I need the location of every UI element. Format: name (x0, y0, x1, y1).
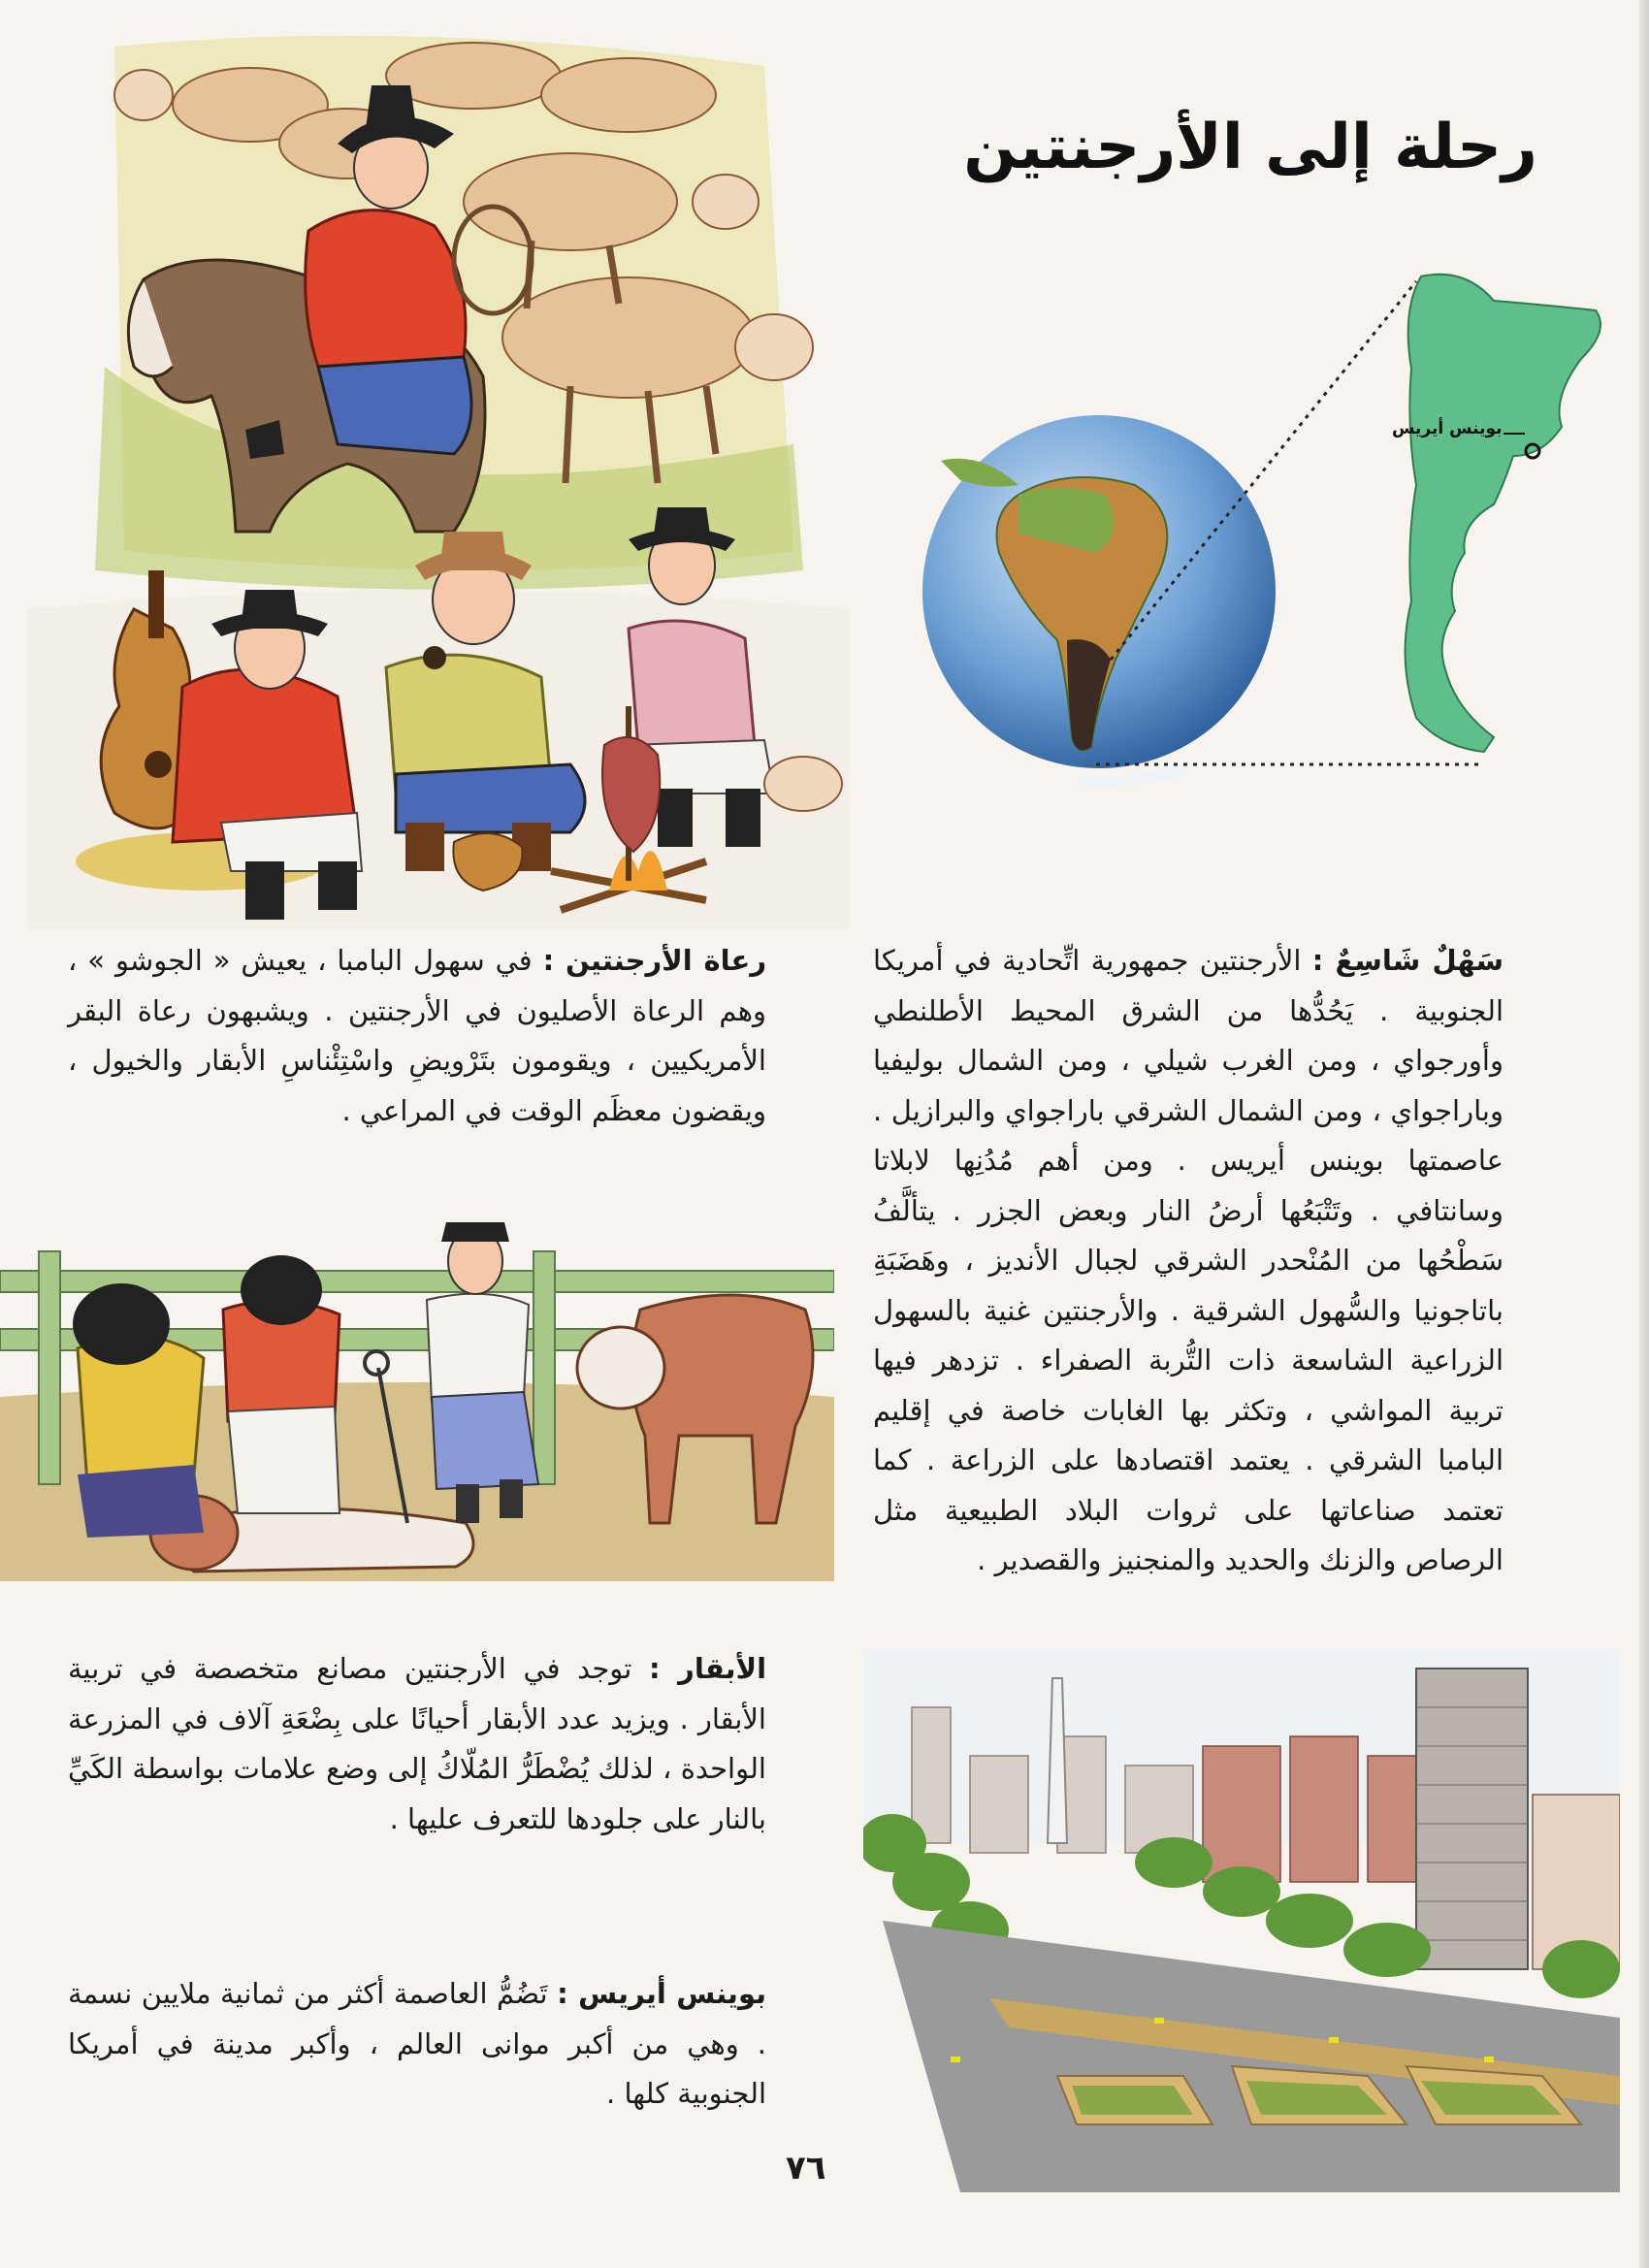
globe-map-illustration (873, 252, 1610, 834)
gauchos-illustration (27, 27, 850, 929)
plain-heading: سَهْلٌ شَاسِعٌ : (1311, 944, 1504, 977)
capital-paragraph (68, 1969, 766, 2120)
gauchos-body: في سهول البامبا ، يعيش « الجوشو » ، وهم الرعاة الأصليون في الأرجنتين . ويشبهون رعاة البقر الأمريكيين ، ويقومون بتَرْويضِ واسْتِئْناسِ الأبقار والخيول ، ويقضون معظَم الوقت في المراعي . (68, 944, 766, 1127)
capital-heading: بوينس أيريس : (557, 1977, 767, 2010)
page-edge (1639, 0, 1649, 2268)
capital-body: تَضُمُّ العاصمة أكثر من ثمانية ملايين نسمة . وهي من أكبر موانى العالم ، وأكبر مدينة في أمريكا الجنوبية كلها . (68, 1977, 766, 2110)
plain-paragraph (873, 936, 1504, 1586)
gauchos-heading: رعاة الأرجنتين : (542, 944, 767, 977)
buenos-aires-illustration (863, 1649, 1620, 2192)
branding-illustration (0, 1203, 834, 1581)
argentina-map (1406, 275, 1600, 752)
map-city-label: بوينس أيريس (1392, 419, 1503, 438)
page-number: ٧٦ (786, 2149, 826, 2187)
cattle-paragraph (68, 1644, 766, 1844)
cattle-body: توجد في الأرجنتين مصانع متخصصة في تربية الأبقار . ويزيد عدد الأبقار أحيانًا على بِضْعَةِ آلاف في المزرعة الواحدة ، لذلك يُضْطَرُّ المُلّاكُ إلى وضع علامات بواسطة الكَيِّ بالنار على جلودها للتعرف عليها . (68, 1652, 766, 1835)
cattle-heading: الأبقار : (649, 1652, 767, 1685)
page-title: رحلة إلى الأرجنتين (963, 112, 1537, 183)
plain-body: الأرجنتين جمهورية اتِّحادية في أمريكا الجنوبية . يَحُدُّها من الشرق المحيط الأطلنطي وأورجواي ، ومن الغرب شيلي ، ومن الشمال بوليفيا وباراجواي ، ومن الشمال الشرقي باراجواي والبرازيل . عاصمتها بوينس أيريس . ومن أهم مُدُنِها لابلاتا وسانتافي . وتَتْبَعُها أرضُ النار وبعض الجزر . يتألَّفُ سَطْحُها من المُنْحدر الشرقي لجبال الأنديز ، وهَضَبَةِ باتاجونيا والسُّهول الشرقية . والأرجنتين غنية بالسهول الزراعية الشاسعة ذات التُّربة الصفراء . تزدهر فيها تربية المواشي ، وتكثر بها الغابات خاصة في إقليم البامبا الشرقي . يعتمد اقتصادها على الزراعة . كما تعتمد صناعاتها على ثروات البلاد الطبيعية مثل الرصاص والزنك والحديد والمنجنيز والقصدير . (873, 944, 1504, 1576)
gauchos-paragraph (68, 936, 766, 1136)
